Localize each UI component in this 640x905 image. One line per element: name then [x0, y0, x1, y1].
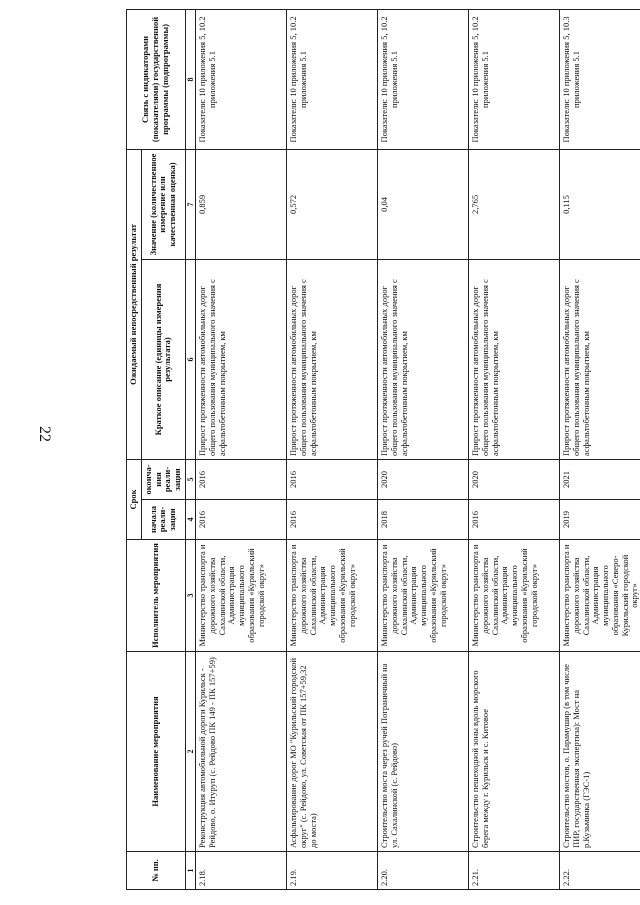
header-desc: Краткое описание (единицы измерения результата) — [141, 259, 185, 459]
column-index-row — [185, 9, 195, 889]
row-num: 2.20. — [378, 852, 469, 890]
row-start: 2016 — [469, 500, 560, 540]
col-index: 2 — [185, 652, 195, 852]
row-end: 2020 — [469, 459, 560, 499]
table-row — [287, 9, 378, 889]
table-row — [469, 9, 560, 889]
page-number: 22 — [36, 426, 53, 442]
row-start: 2018 — [378, 500, 469, 540]
table-row — [560, 9, 640, 889]
table-row — [196, 9, 287, 889]
row-link: Показатели: 10 приложения 5, 10.2 приложения 5.1 — [287, 9, 378, 149]
header-value: Значение (количественное измерение или качественная оценка) — [141, 149, 185, 259]
col-index: 5 — [185, 459, 195, 499]
row-executor: Министерство транспорта и дорожного хозяйства Сахалинской области, Администрация муниципального образования «Курильский городской округ» — [469, 540, 560, 652]
col-index: 8 — [185, 9, 195, 149]
header-term: Срок — [127, 459, 142, 539]
col-index: 6 — [185, 259, 195, 459]
row-name: Реконструкция автомобильной дороги Курильск - Рейдово, о. Итуруп (с. Рейдово ПК 149 - ПК 157+59) — [196, 652, 287, 852]
row-desc: Прирост протяженности автомобильных дорог общего пользования муниципального значения с асфальтобетонным покрытием, км — [378, 259, 469, 459]
header-executor: Исполнитель мероприятия — [127, 540, 186, 652]
row-name: Строительство мостов, о. Парамушир (в том числе ПИР, государственная экспертиза): Мост на р.Кузьминка (ГЭС-1) — [560, 652, 640, 852]
program-table — [126, 9, 640, 890]
row-end: 2020 — [378, 459, 469, 499]
row-link: Показатели: 10 приложения 5, 10.2 приложения 5.1 — [196, 9, 287, 149]
row-link: Показатели: 10 приложения 5, 10.2 приложения 5.1 — [378, 9, 469, 149]
table-row — [378, 9, 469, 889]
row-value: 0,04 — [378, 149, 469, 259]
col-index: 1 — [185, 852, 195, 890]
row-executor: Министерство транспорта и дорожного хозяйства Сахалинской области, Администрация муниципального образования «Курильский городской округ» — [287, 540, 378, 652]
program-table-rotated — [126, 10, 640, 890]
header-expected: Ожидаемый непосредственный результат — [127, 149, 142, 459]
header-link: Связь с индикаторами (показателями) государственной программы (подпрограммы) — [127, 9, 186, 149]
row-end: 2016 — [287, 459, 378, 499]
row-end: 2016 — [196, 459, 287, 499]
row-value: 0,115 — [560, 149, 640, 259]
row-desc: Прирост протяженности автомобильных дорог общего пользования муниципального значения с асфальтобетонным покрытием, км — [469, 259, 560, 459]
row-name: Строительство пешеходной зоны вдоль морского берега между г. Курильск и с. Китовое — [469, 652, 560, 852]
header-end: окончания реализации — [141, 459, 185, 499]
row-end: 2021 — [560, 459, 640, 499]
header-num: № пп. — [127, 852, 186, 890]
row-num: 2.19. — [287, 852, 378, 890]
row-start: 2016 — [287, 500, 378, 540]
row-executor: Министерство транспорта и дорожного хозяйства Сахалинской области, Администрация муниципального образования «Курильский городской округ» — [378, 540, 469, 652]
row-start: 2019 — [560, 500, 640, 540]
row-executor: Министерство транспорта и дорожного хозяйства Сахалинской области, Администрация муниципального образования «Курильский городской округ» — [196, 540, 287, 652]
row-name: Асфальтирование дорог МО "Курильский городской округ" (с. Рейдово, ул. Советская от ПК 157+59,32 до моста) — [287, 652, 378, 852]
row-desc: Прирост протяженности автомобильных дорог общего пользования муниципального значения с асфальтобетонным покрытием, км — [287, 259, 378, 459]
row-num: 2.18. — [196, 852, 287, 890]
row-executor: Министерство транспорта и дорожного хозяйства Сахалинской области, Администрация муниципального образования «Северо-Курильский городской округ» — [560, 540, 640, 652]
header-name: Наименование мероприятия — [127, 652, 186, 852]
row-link: Показатели: 10 приложения 5, 10.2 приложения 5.1 — [469, 9, 560, 149]
row-num: 2.21. — [469, 852, 560, 890]
row-start: 2016 — [196, 500, 287, 540]
row-value: 0,572 — [287, 149, 378, 259]
row-link: Показатели: 10 приложения 5, 10.3 приложения 5.1 — [560, 9, 640, 149]
col-index: 4 — [185, 500, 195, 540]
col-index: 7 — [185, 149, 195, 259]
col-index: 3 — [185, 540, 195, 652]
header-start: начала реализации — [141, 500, 185, 540]
row-desc: Прирост протяженности автомобильных дорог общего пользования муниципального значения с асфальтобетонным покрытием, км — [196, 259, 287, 459]
row-value: 2,765 — [469, 149, 560, 259]
row-value: 0,859 — [196, 149, 287, 259]
row-num: 2.22. — [560, 852, 640, 890]
row-name: Строительство моста через ручей Пограничный на ул. Сахалинской (с. Рейдово) — [378, 652, 469, 852]
row-desc: Прирост протяженности автомобильных дорог общего пользования муниципального значения с асфальтобетонным покрытием, км — [560, 259, 640, 459]
